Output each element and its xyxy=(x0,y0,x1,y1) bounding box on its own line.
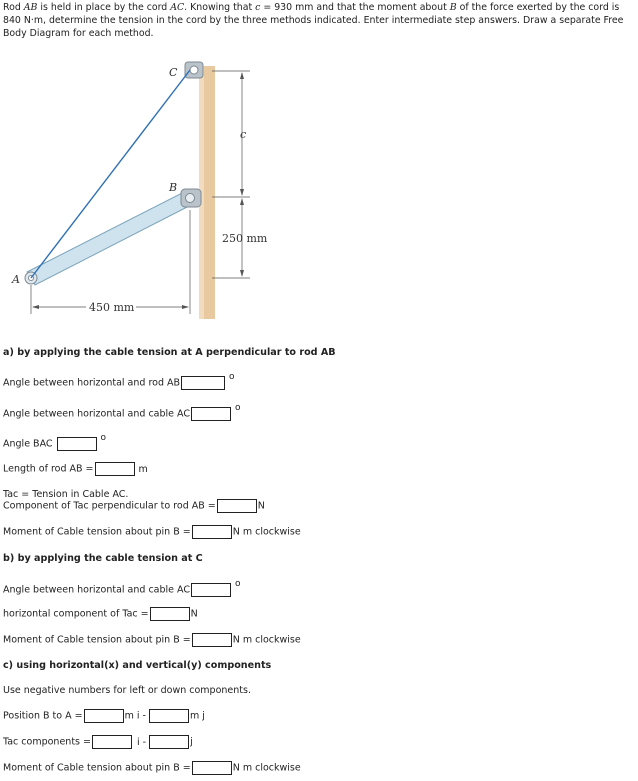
part-b-moment-row: Moment of Cable tension about pin B = N m clockwise xyxy=(3,634,301,646)
problem-statement: Rod AB is held in place by the cord AC. Knowing that c = 930 mm and that the moment about B of the force exerted by the cord is 840 N·m, determine the tension in the cord by the three methods indicated. Enter intermediate step answers. Draw a separate Free Body Diagram for each method. xyxy=(3,2,624,39)
rod-ab xyxy=(27,191,193,285)
part-b-horiz-row: horizontal component of Tac = N xyxy=(3,608,198,620)
part-a-length-row: Length of rod AB = m xyxy=(3,463,148,475)
moment-a-input[interactable] xyxy=(192,525,232,539)
position-i-input[interactable] xyxy=(84,709,124,723)
part-c-heading: c) using horizontal(x) and vertical(y) components xyxy=(3,660,272,671)
part-c-note: Use negative numbers for left or down components. xyxy=(3,685,251,696)
label-dim-250: 250 mm xyxy=(222,232,268,245)
length-ab-input[interactable] xyxy=(95,462,135,476)
angle-bac-input[interactable] xyxy=(57,437,97,451)
label-dim-c: c xyxy=(240,128,247,141)
angle-ac-input[interactable] xyxy=(191,407,231,421)
part-a-heading: a) by applying the cable tension at A perpendicular to rod AB xyxy=(3,347,336,358)
part-c-position-row: Position B to A = m i - m j xyxy=(3,710,205,722)
label-a: A xyxy=(12,273,20,286)
part-c-moment-row: Moment of Cable tension about pin B = N m clockwise xyxy=(3,762,301,774)
part-a-tac-row: Component of Tac perpendicular to rod AB = N xyxy=(3,500,265,512)
rod-cable-figure xyxy=(0,52,300,324)
position-j-input[interactable] xyxy=(149,709,189,723)
label-c: C xyxy=(169,66,178,79)
tac-i-input[interactable] xyxy=(92,735,132,749)
part-c-tac-row: Tac components = i - j xyxy=(3,736,193,748)
tac-perp-input[interactable] xyxy=(217,499,257,513)
moment-b-input[interactable] xyxy=(192,633,232,647)
horiz-tac-input[interactable] xyxy=(150,607,190,621)
tac-j-input[interactable] xyxy=(149,735,189,749)
part-a-angle-ab-row: Angle between horizontal and rod ABo xyxy=(3,372,235,389)
part-b-angle-row: Angle between horizontal and cable ACo xyxy=(3,579,241,596)
angle-ac-b-input[interactable] xyxy=(191,583,231,597)
part-a-angle-bac-row: Angle BACo xyxy=(3,433,107,450)
part-a-angle-ac-row: Angle between horizontal and cable ACo xyxy=(3,403,241,420)
angle-ab-input[interactable] xyxy=(181,376,225,390)
part-a-tac-text: Tac = Tension in Cable AC. xyxy=(3,489,129,500)
label-dim-450: 450 mm xyxy=(89,301,135,314)
moment-c-input[interactable] xyxy=(192,761,232,775)
label-b: B xyxy=(169,181,178,194)
part-b-heading: b) by applying the cable tension at C xyxy=(3,553,203,564)
part-a-moment-row: Moment of Cable tension about pin B = N m clockwise xyxy=(3,526,301,538)
